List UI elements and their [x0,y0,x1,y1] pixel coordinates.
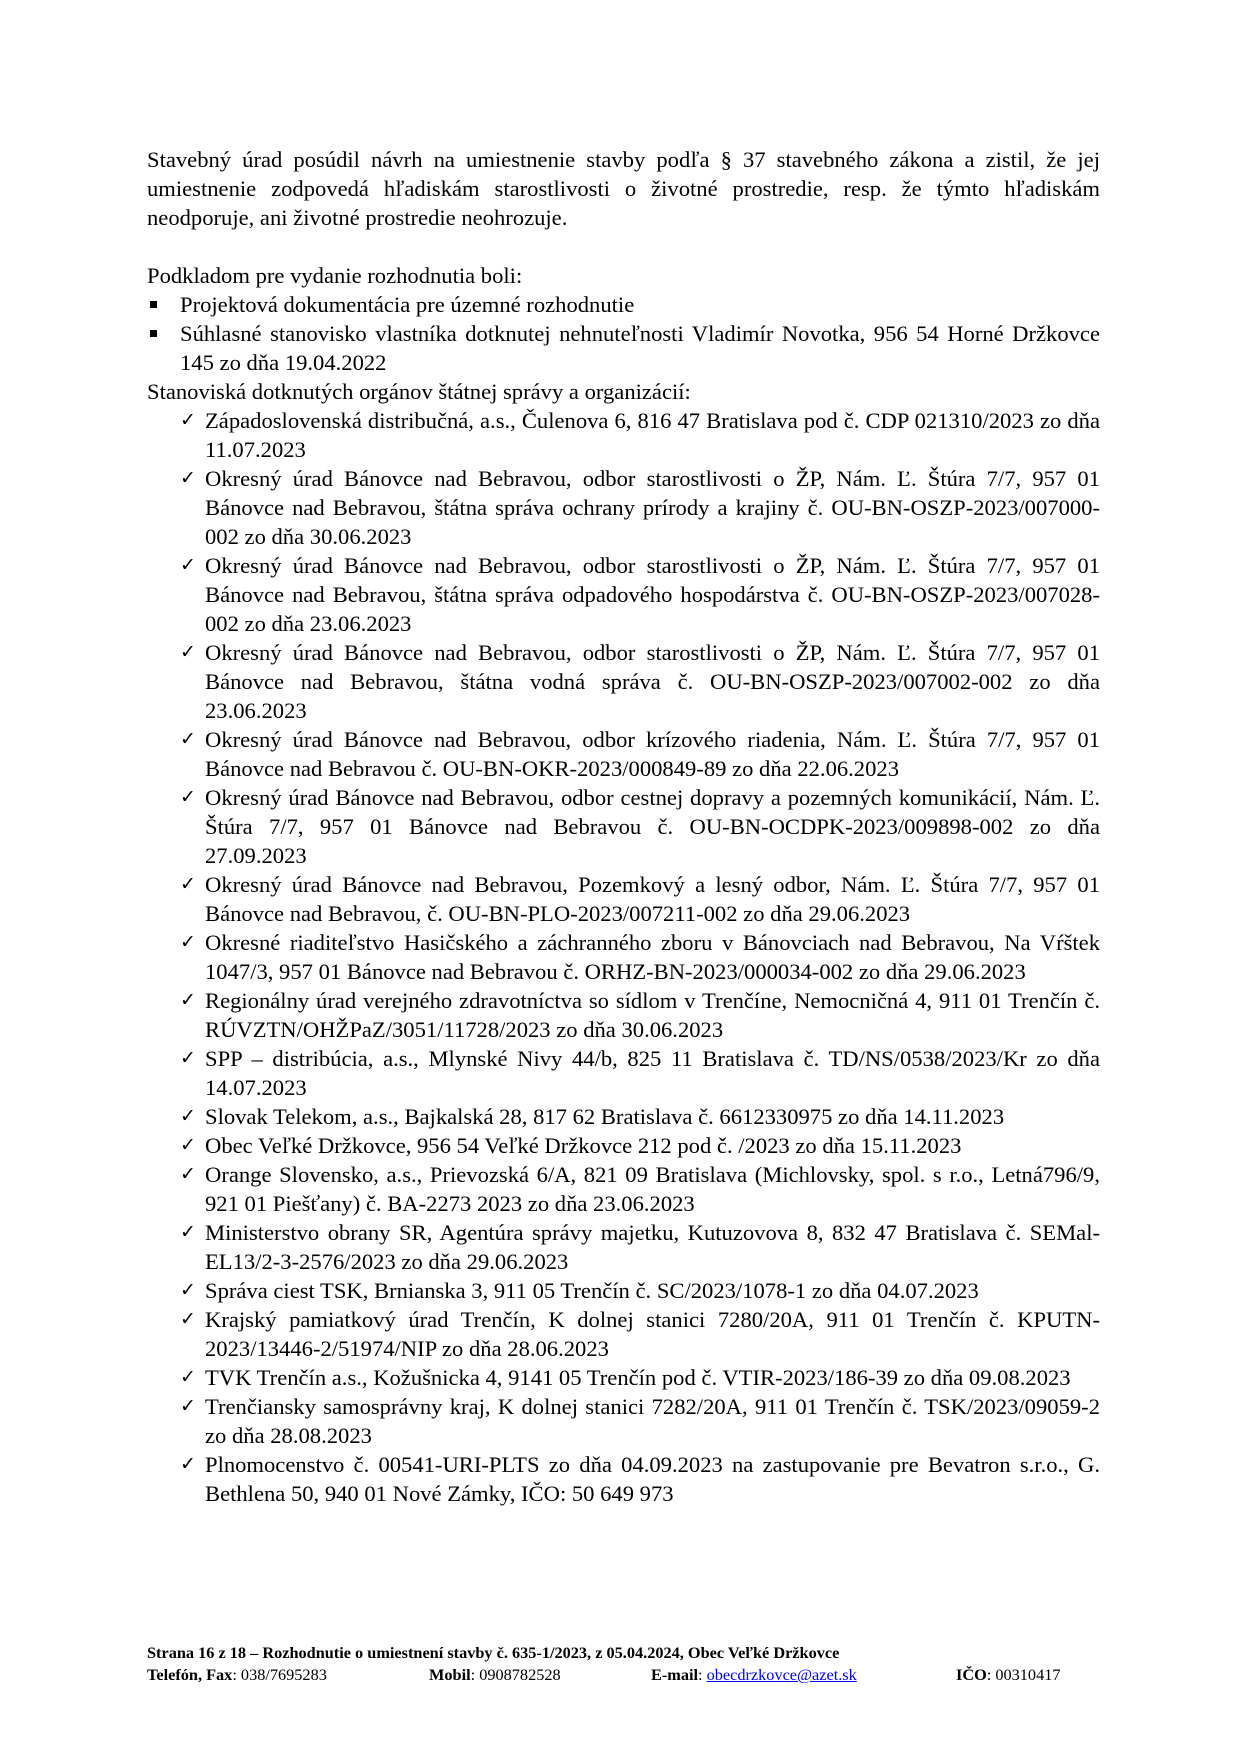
stanovisko-text: Okresný úrad Bánovce nad Bebravou, Pozemkový a lesný odbor, Nám. Ľ. Štúra 7/7, 957 01 Bánovce nad Bebravou, č. OU-BN-PLO-2023/007211-002 zo dňa 29.06.2023 [205,872,1100,926]
checkmark-icon: ✓ [180,467,196,489]
square-bullet-icon [150,330,157,337]
footer-phone [147,1664,429,1686]
page-footer [147,1642,1100,1686]
footer-mobile [429,1664,651,1686]
stanovisko-text: TVK Trenčín a.s., Kožušnicka 4, 9141 05 Trenčín pod č. VTIR-2023/186-39 zo dňa 09.08.2023 [205,1365,1071,1390]
assessment-paragraph: Stavebný úrad posúdil návrh na umiestnenie stavby podľa § 37 stavebného zákona a zistil, že jej umiestnenie zodpovedá hľadiskám starostlivosti o životné prostredie, resp. že týmto hľadiskám neodporuje, ani životné prostredie neohrozuje. [147,147,1100,230]
stanovisko-text: Okresný úrad Bánovce nad Bebravou, odbor starostlivosti o ŽP, Nám. Ľ. Štúra 7/7, 957 01 Bánovce nad Bebravou, štátna vodná správa č. OU-BN-OSZP-2023/007002-002 zo dňa 23.06.2023 [205,640,1100,723]
checkmark-icon: ✓ [180,1308,196,1330]
stanovisko-item [180,783,1100,870]
stanovisko-text: Okresné riaditeľstvo Hasičského a záchranného zboru v Bánovciach nad Bebravou, Na Vŕštek 1047/3, 957 01 Bánovce nad Bebravou č. ORHZ-BN-2023/000034-002 zo dňa 29.06.2023 [205,930,1100,984]
checkmark-icon: ✓ [180,873,196,895]
stanovisko-item [180,406,1100,464]
checkmark-icon: ✓ [180,1105,196,1127]
ico-label: IČO [956,1665,987,1684]
stanovisko-item [180,1363,1100,1392]
stanovisko-item [180,986,1100,1044]
checkmark-icon: ✓ [180,554,196,576]
stanovisko-item [180,1305,1100,1363]
stanovisko-item [180,1044,1100,1102]
stanovisko-item [180,638,1100,725]
checkmark-icon: ✓ [180,786,196,808]
stanovisko-text: Ministerstvo obrany SR, Agentúra správy majetku, Kutuzovova 8, 832 47 Bratislava č. SEMal-EL13/2-3-2576/2023 zo dňa 29.06.2023 [205,1220,1100,1274]
mobile-label: Mobil [429,1665,471,1684]
email-separator: : [698,1665,707,1684]
stanovisko-text: Okresný úrad Bánovce nad Bebravou, odbor starostlivosti o ŽP, Nám. Ľ. Štúra 7/7, 957 01 Bánovce nad Bebravou, štátna správa odpadového hospodárstva č. OU-BN-OSZP-2023/007028-002 zo dňa 23.06.2023 [205,553,1100,636]
stanoviska-list [180,406,1100,1508]
stanovisko-item [180,551,1100,638]
stanovisko-text: Orange Slovensko, a.s., Prievozská 6/A, 821 09 Bratislava (Michlovsky, spol. s r.o., Letná796/9, 921 01 Piešťany) č. BA-2273 2023 zo dňa 23.06.2023 [205,1162,1100,1216]
email-link[interactable]: obecdrzkovce@azet.sk [706,1665,857,1684]
podklad-item [147,290,1100,319]
footer-email [651,1664,956,1686]
checkmark-icon: ✓ [180,1047,196,1069]
podklad-text: Súhlasné stanovisko vlastníka dotknutej nehnuteľnosti Vladimír Novotka, 956 54 Horné Držkovce 145 zo dňa 19.04.2022 [180,321,1100,375]
stanovisko-text: Regionálny úrad verejného zdravotníctva so sídlom v Trenčíne, Nemocničná 4, 911 01 Trenčín č. RÚVZTN/OHŽPaZ/3051/11728/2023 zo dňa 30.06.2023 [205,988,1100,1042]
checkmark-icon: ✓ [180,1279,196,1301]
podklady-heading: Podkladom pre vydanie rozhodnutia boli: [147,263,523,288]
footer-page-info: Strana 16 z 18 – Rozhodnutie o umiestnení stavby č. 635-1/2023, z 05.04.2024, Obec Veľké Držkovce [147,1643,840,1662]
stanovisko-text: Západoslovenská distribučná, a.s., Čulenova 6, 816 47 Bratislava pod č. CDP 021310/2023 zo dňa 11.07.2023 [205,408,1100,462]
footer-ico [956,1664,1061,1686]
checkmark-icon: ✓ [180,1453,196,1475]
stanovisko-item [180,1102,1100,1131]
stanovisko-text: Trenčiansky samosprávny kraj, K dolnej stanici 7282/20A, 911 01 Trenčín č. TSK/2023/09059-2 zo dňa 28.08.2023 [205,1394,1100,1448]
stanovisko-item [180,1131,1100,1160]
stanovisko-item [180,725,1100,783]
stanovisko-item [180,1276,1100,1305]
stanovisko-text: Správa ciest TSK, Brnianska 3, 911 05 Trenčín č. SC/2023/1078-1 zo dňa 04.07.2023 [205,1278,979,1303]
checkmark-icon: ✓ [180,728,196,750]
stanovisko-item [180,1392,1100,1450]
phone-value: : 038/7695283 [232,1665,327,1684]
stanoviska-heading: Stanoviská dotknutých orgánov štátnej správy a organizácií: [147,379,691,404]
checkmark-icon: ✓ [180,641,196,663]
stanovisko-text: Okresný úrad Bánovce nad Bebravou, odbor starostlivosti o ŽP, Nám. Ľ. Štúra 7/7, 957 01 Bánovce nad Bebravou, štátna správa ochrany prírody a krajiny č. OU-BN-OSZP-2023/007000-002 zo dňa 30.06.2023 [205,466,1100,549]
mobile-value: : 0908782528 [470,1665,561,1684]
stanovisko-item [180,1218,1100,1276]
stanovisko-text: Okresný úrad Bánovce nad Bebravou, odbor krízového riadenia, Nám. Ľ. Štúra 7/7, 957 01 Bánovce nad Bebravou č. OU-BN-OKR-2023/000849-89 zo dňa 22.06.2023 [205,727,1100,781]
email-label: E-mail [651,1665,699,1684]
stanovisko-item [180,870,1100,928]
footer-contacts [147,1664,1100,1686]
stanovisko-text: Slovak Telekom, a.s., Bajkalská 28, 817 62 Bratislava č. 6612330975 zo dňa 14.11.2023 [205,1104,1005,1129]
stanovisko-item [180,1450,1100,1508]
document-page [147,145,1100,1508]
checkmark-icon: ✓ [180,1395,196,1417]
stanovisko-text: Obec Veľké Držkovce, 956 54 Veľké Držkovce 212 pod č. /2023 zo dňa 15.11.2023 [205,1133,962,1158]
stanovisko-text: Plnomocenstvo č. 00541-URI-PLTS zo dňa 04.09.2023 na zastupovanie pre Bevatron s.r.o., G. Bethlena 50, 940 01 Nové Zámky, IČO: 50 649 973 [205,1452,1100,1506]
phone-label: Telefón, Fax [147,1665,233,1684]
podklad-item [147,319,1100,377]
checkmark-icon: ✓ [180,1366,196,1388]
stanovisko-item [180,464,1100,551]
stanovisko-item [180,1160,1100,1218]
stanovisko-text: Okresný úrad Bánovce nad Bebravou, odbor cestnej dopravy a pozemných komunikácií, Nám. Ľ. Štúra 7/7, 957 01 Bánovce nad Bebravou č. OU-BN-OCDPK-2023/009898-002 zo dňa 27.09.2023 [205,785,1100,868]
podklady-list [147,290,1100,377]
podklad-text: Projektová dokumentácia pre územné rozhodnutie [180,292,635,317]
ico-value: : 00310417 [986,1665,1061,1684]
checkmark-icon: ✓ [180,989,196,1011]
stanovisko-text: SPP – distribúcia, a.s., Mlynské Nivy 44/b, 825 11 Bratislava č. TD/NS/0538/2023/Kr zo dňa 14.07.2023 [205,1046,1100,1100]
checkmark-icon: ✓ [180,1163,196,1185]
checkmark-icon: ✓ [180,931,196,953]
checkmark-icon: ✓ [180,1221,196,1243]
square-bullet-icon [150,301,157,308]
stanovisko-text: Krajský pamiatkový úrad Trenčín, K dolnej stanici 7280/20A, 911 01 Trenčín č. KPUTN-2023/13446-2/51974/NIP zo dňa 28.06.2023 [205,1307,1100,1361]
stanovisko-item [180,928,1100,986]
checkmark-icon: ✓ [180,1134,196,1156]
checkmark-icon: ✓ [180,409,196,431]
